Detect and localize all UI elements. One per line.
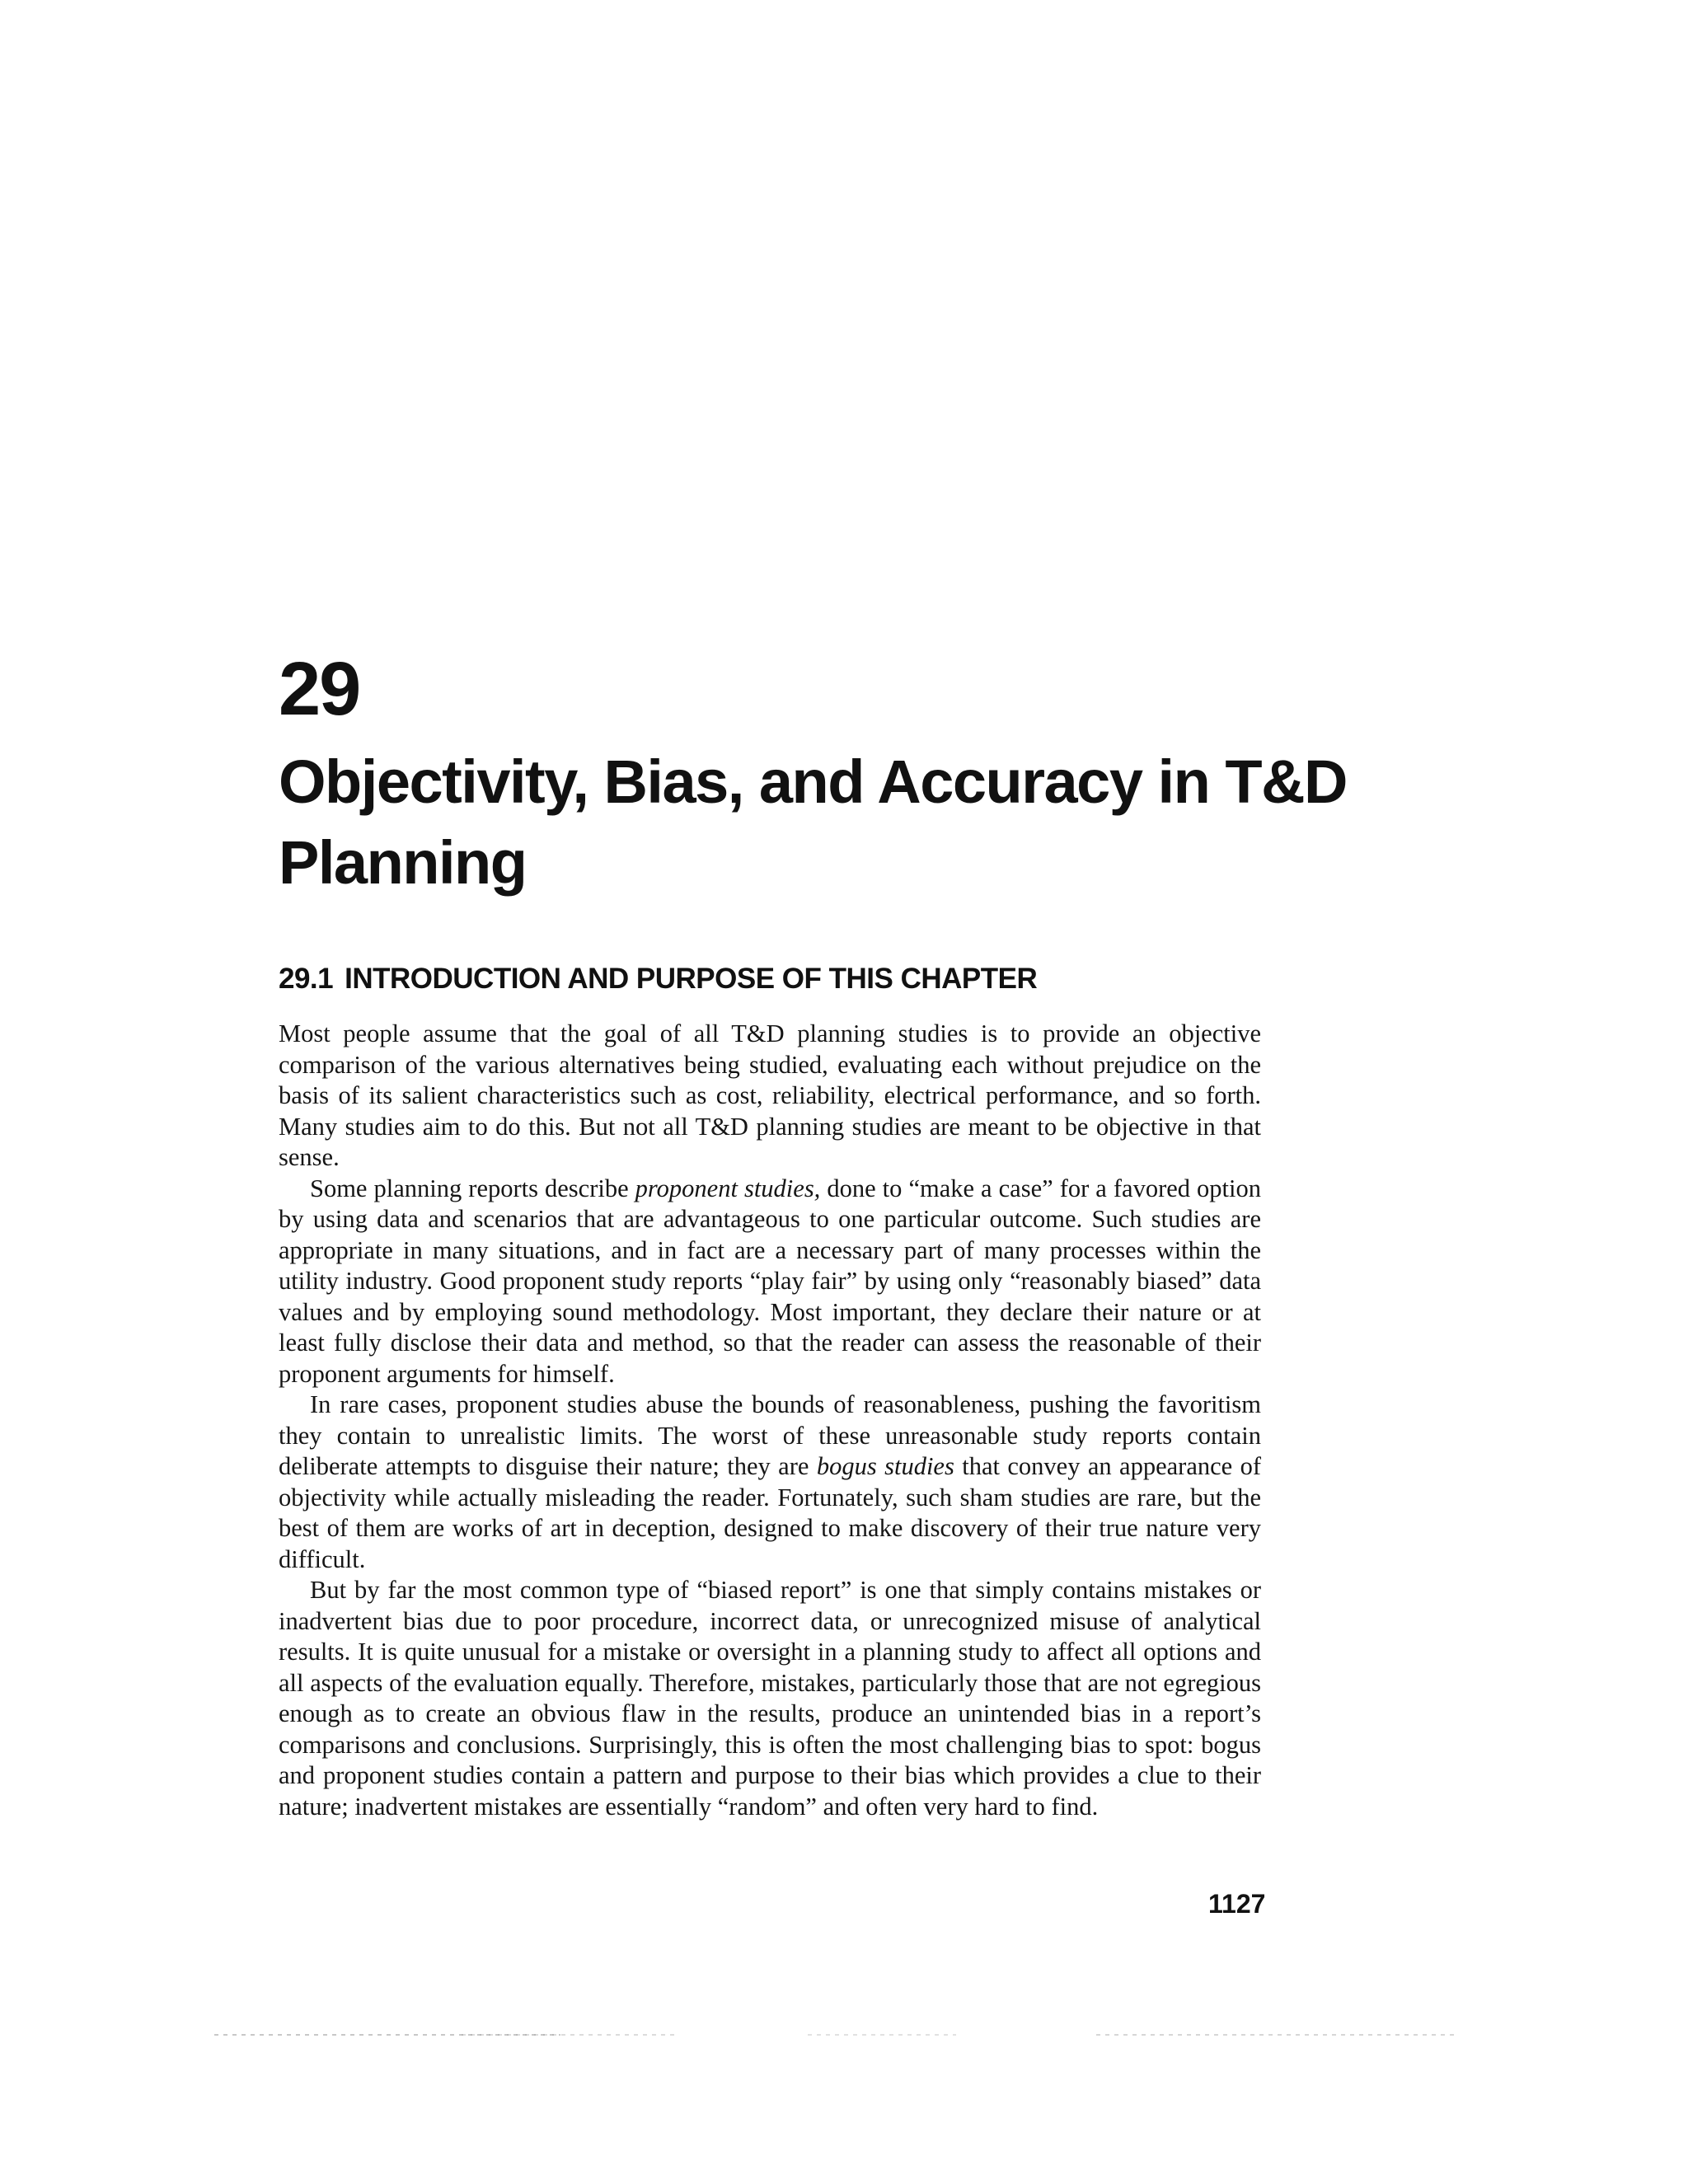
paragraph-2-text-b: done to “make a case” for a favored option by using data and scenarios that are advantageous to one particular outcome. Such studies are appropriate in many situations, and in fact are a necessary part of many processes within the utility industry. Good proponent study reports “play fair” by using only “reasonably biased” data values and by employing sound methodology. Most important, they declare their nature or at least fully disclose their data and method, so that the reader can assess the reasonable of their proponent arguments for himself.: [279, 1174, 1261, 1388]
paragraph-2-emphasis: proponent studies,: [635, 1174, 821, 1202]
scan-artifact-line: [808, 2034, 956, 2036]
section-heading: [279, 964, 1037, 993]
chapter-number: 29: [279, 647, 360, 731]
paragraph-3: [279, 1390, 1261, 1575]
paragraph-3-emphasis: bogus studies: [816, 1452, 954, 1480]
scan-artifact-line: [1096, 2034, 1459, 2036]
scan-artifact-line: [462, 2034, 676, 2036]
paragraph-3-text-b: that convey an appearance of objectivity while actually misleading the reader. Fortunately, such sham studies are rare, but the best of them are works of art in deception, designed to make discovery of their true nature very difficult.: [279, 1452, 1261, 1573]
paragraph-1: Most people assume that the goal of all T&D planning studies is to provide an objective comparison of the various alternatives being studied, evaluating each without prejudice on the basis of its salient characteristics such as cost, reliability, electrical performance, and so forth. Many studies aim to do this. But not all T&D planning studies are meant to be objective in that sense.: [279, 1019, 1261, 1171]
paragraph-2: [279, 1174, 1261, 1390]
paragraph-2-text-a: Some planning reports describe: [310, 1174, 635, 1202]
body-text: [279, 1019, 1261, 1822]
paragraph-3-text-a: In rare cases, proponent studies abuse the bounds of reasonableness, pushing the favoritism they contain to unrealistic limits. The worst of these unreasonable study reports contain deliberate attempts to disguise their nature; they are: [279, 1390, 1261, 1480]
page-number: 1127: [1208, 1889, 1266, 1919]
chapter-title: Objectivity, Bias, and Accuracy in T&D Planning: [279, 748, 1347, 897]
paragraph-4: But by far the most common type of “biased report” is one that simply contains mistakes or inadvertent bias due to poor procedure, incorrect data, or unrecognized misuse of analytical results. It is quite unusual for a mistake or oversight in a planning study to affect all options and all aspects of the evaluation equally. Therefore, mistakes, particularly those that are not egregious enough as to create an obvious flaw in the results, produce an unintended bias in a report’s comparisons and conclusions. Surprisingly, this is often the most challenging bias to spot: bogus and proponent studies contain a pattern and purpose to their bias which provides a clue to their nature; inadvertent mistakes are essentially “random” and often very hard to find.: [279, 1576, 1261, 1821]
section-number: 29.1: [279, 963, 334, 995]
section-title: INTRODUCTION AND PURPOSE OF THIS CHAPTER: [345, 963, 1038, 995]
